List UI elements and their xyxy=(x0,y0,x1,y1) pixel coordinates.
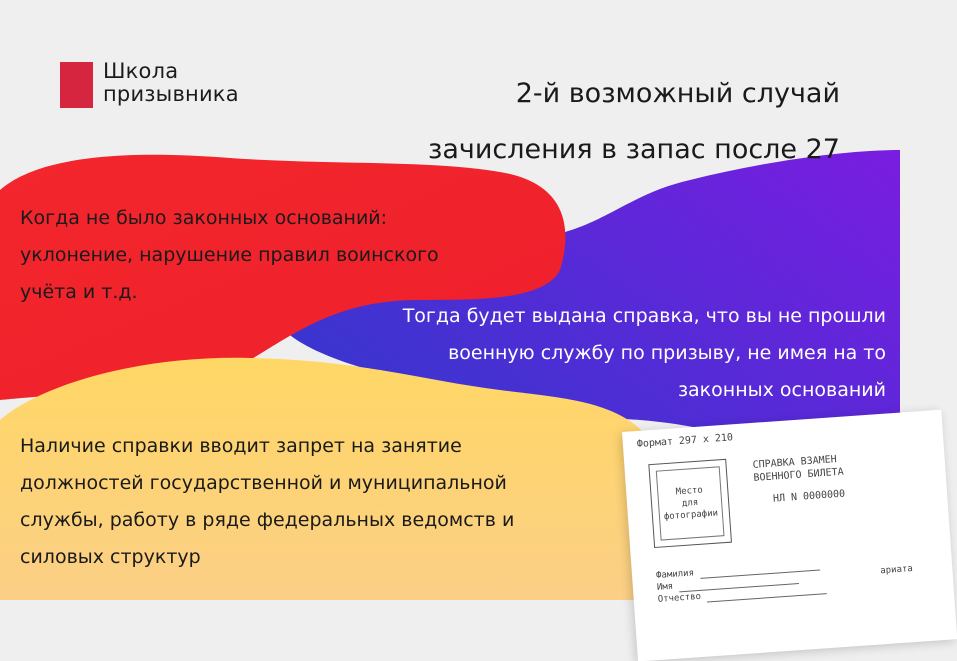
yellow-text-line: службы, работу в ряде федеральных ведомств и xyxy=(20,509,515,531)
document-header-line: ВОЕННОГО БИЛЕТА xyxy=(753,466,845,484)
logo-line-2: призывника xyxy=(103,82,239,106)
logo xyxy=(60,60,239,108)
photo-placeholder xyxy=(648,459,732,548)
photo-label-line: фотографии xyxy=(663,508,719,523)
certificate-document xyxy=(622,410,957,661)
title-line-2: зачисления в запас после 27 xyxy=(428,134,840,165)
logo-line-1: Школа xyxy=(103,59,179,83)
field-patronymic: Отчество xyxy=(657,582,827,606)
document-format: Формат 297 х 210 xyxy=(636,432,734,450)
field-surname: Фамилия xyxy=(656,558,826,582)
blue-text-line: военную службу по призыву, не имея на то xyxy=(448,342,886,364)
document-tail-text: ариата xyxy=(879,564,914,577)
title-line-1: 2-й возможный случай xyxy=(515,78,840,109)
yellow-text-line: Наличие справки вводит запрет на занятие xyxy=(20,435,462,457)
photo-label-line: для xyxy=(681,497,699,509)
blue-text-line: законных оснований xyxy=(677,379,886,401)
page-title xyxy=(428,66,840,178)
blue-text-line: Тогда будет выдана справка, что вы не прошли xyxy=(402,305,886,327)
logo-text xyxy=(103,60,239,106)
document-header xyxy=(752,453,844,485)
field-name: Имя xyxy=(657,570,827,594)
logo-mark xyxy=(60,62,93,108)
red-block-text xyxy=(20,200,439,311)
yellow-text-line: должностей государственной и муниципальной xyxy=(20,472,507,494)
red-text-line: учёта и т.д. xyxy=(20,281,138,303)
document-header-line: СПРАВКА ВЗАМЕН xyxy=(752,454,838,471)
red-text-line: Когда не было законных оснований: xyxy=(20,207,388,229)
photo-label-line: Место xyxy=(675,485,704,498)
document-fields xyxy=(656,558,827,606)
red-text-line: уклонение, нарушение правил воинского xyxy=(20,244,439,266)
blue-block-text xyxy=(403,298,886,409)
yellow-block-text xyxy=(20,428,514,576)
yellow-text-line: силовых структур xyxy=(20,546,201,568)
document-number: НЛ N 0000000 xyxy=(772,488,846,505)
